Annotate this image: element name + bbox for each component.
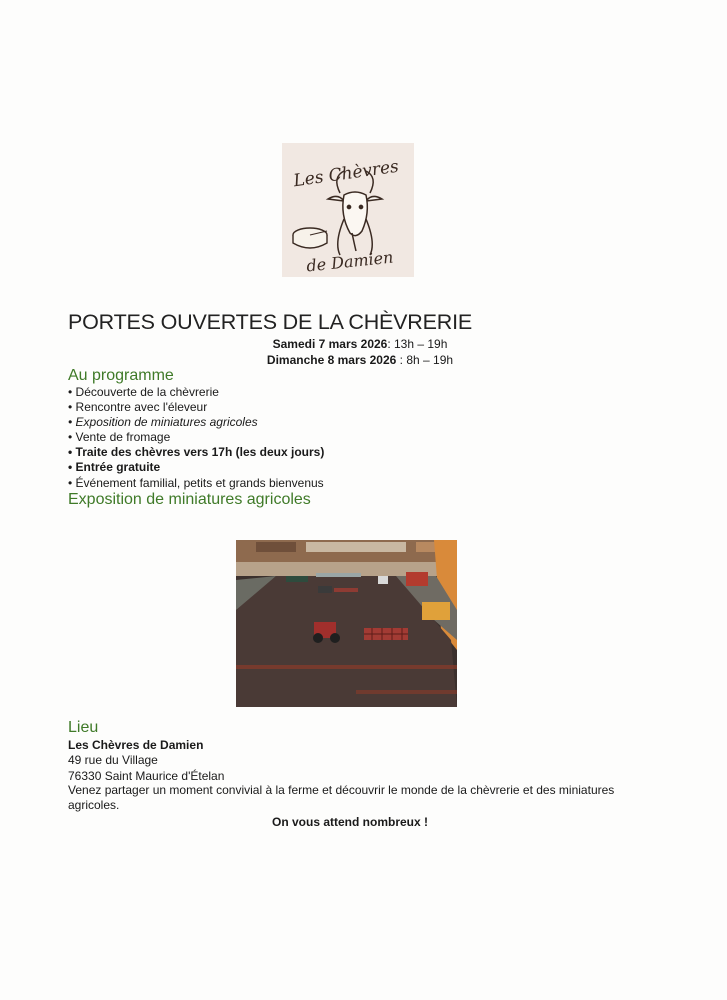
city-address: 76330 Saint Maurice d'Ételan [68,768,225,783]
cheese-icon [293,228,327,248]
logo-line2: de Damien [305,247,395,276]
sunday-line [240,352,480,368]
list-item: • Traite des chèvres vers 17h (les deux jours) [68,445,325,460]
sunday-hours: : 8h – 19h [396,353,454,367]
logo [282,143,414,277]
list-item: • Rencontre avec l'éleveur [68,400,208,415]
street-address: 49 rue du Village [68,753,158,768]
miniatures-photo [236,540,457,707]
saturday-hours: : 13h – 19h [387,337,448,351]
event-dates [240,336,480,368]
programme-list [68,385,324,491]
lieu-heading: Lieu [68,719,99,736]
page-title: PORTES OUVERTES DE LA CHÈVRERIE [68,310,473,334]
closing-text: On vous attend nombreux ! [271,815,428,829]
list-item: • Découverte de la chèvrerie [68,385,219,399]
sunday-label: Dimanche 8 mars 2026 [266,353,397,367]
list-item: • Événement familial, petits et grands bienvenus [68,475,324,490]
saturday-label: Samedi 7 mars 2026 [272,337,388,351]
venue-name: Les Chèvres de Damien [68,738,204,752]
saturday-line [240,336,480,352]
logo-line1: Les Chèvres [292,156,401,192]
list-item: • Exposition de miniatures agricoles [68,415,258,430]
address-block [68,738,224,784]
invitation-text: Venez partager un moment convivial à la ferme et découvrir le monde de la chèvrerie et des miniatures agricoles. [68,783,615,813]
programme-heading: Au programme [68,367,174,384]
list-item: • Entrée gratuite [68,460,161,475]
list-item: • Vente de fromage [68,430,171,445]
exposition-heading: Exposition de miniatures agricoles [68,491,311,508]
goat-logo-illustration [282,143,414,277]
